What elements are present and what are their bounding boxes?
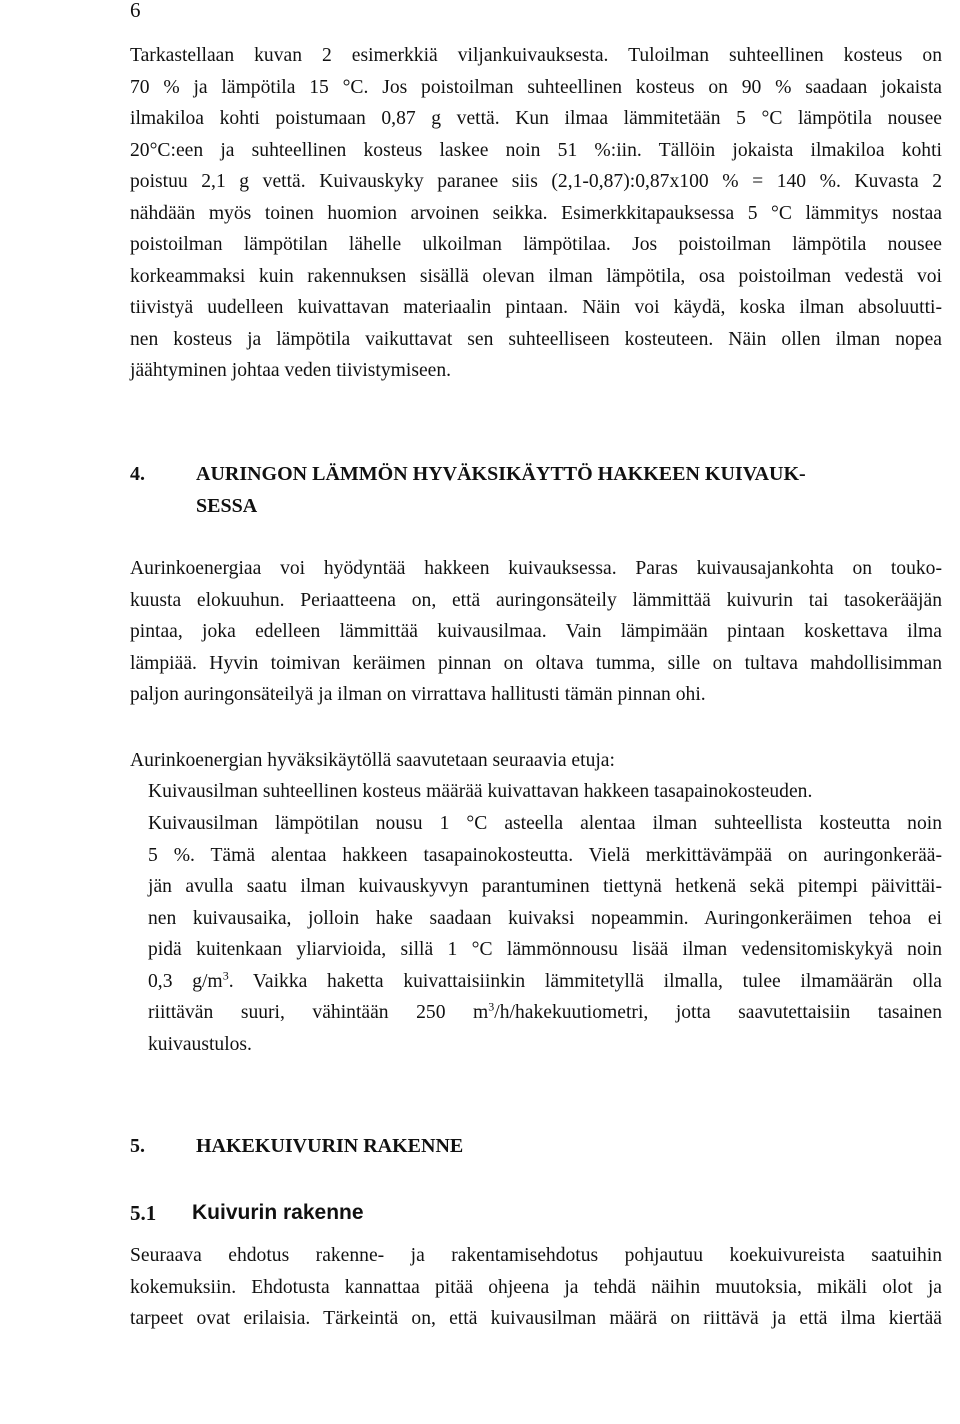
benefit-item-2 bbox=[148, 808, 942, 1060]
text-fragment: /h/hakekuutiometri, jotta saavutettaisiin tasainen bbox=[494, 1002, 942, 1023]
text-line: poistuu 2,1 g vettä. Kuivauskyky paranee siis (2,1-0,87):0,87x100 % = 140 %. Kuvasta 2 bbox=[130, 171, 942, 192]
text-line: kuusta elokuuhun. Periaatteena on, että auringonsäteily lämmittää kuivurin tai tasokerääjän bbox=[130, 589, 942, 611]
section-number: 4. bbox=[130, 463, 145, 485]
benefit-item-1 bbox=[148, 776, 942, 808]
section-number: 5. bbox=[130, 1135, 145, 1157]
text-line bbox=[148, 997, 942, 1029]
paragraph-benefits-intro bbox=[130, 745, 942, 777]
text-line: Kuivausilman suhteellinen kosteus määrää kuivattavan hakkeen tasapainokosteuden. bbox=[148, 781, 813, 802]
text-line: poistoilman lämpötilan lähelle ulkoilman lämpötilaa. Jos poistoilman lämpötila nousee bbox=[130, 234, 942, 255]
text-line: jäähtyminen johtaa veden tiivistymiseen. bbox=[130, 360, 452, 381]
text-fragment: riittävän suuri, vähintään 250 m bbox=[148, 1002, 489, 1023]
page-number: 6 bbox=[130, 0, 141, 22]
text-line: ilmakiloa kohti poistumaan 0,87 g vettä. Kun ilmaa lämmitetään 5 °C lämpötila nousee bbox=[130, 108, 942, 129]
section-heading-5 bbox=[130, 1130, 942, 1162]
text-line: 5 %. Tämä alentaa hakkeen tasapainokosteutta. Vielä merkittävämpää on auringonkerää- bbox=[148, 844, 942, 866]
text-line: Tarkastellaan kuvan 2 esimerkkiä viljankuivauksesta. Tuloilman suhteellinen kosteus on bbox=[130, 45, 942, 66]
text-line: 20°C:een ja suhteellinen kosteus laskee noin 51 %:iin. Tällöin jokaista ilmakiloa kohti bbox=[130, 139, 942, 161]
section-title bbox=[196, 458, 956, 522]
subsection-title: Kuivurin rakenne bbox=[192, 1201, 364, 1224]
text-line: Aurinkoenergiaa voi hyödyntää hakkeen kuivauksessa. Paras kuivausajankohta on touko- bbox=[130, 558, 942, 579]
text-line bbox=[148, 966, 942, 998]
subsection-heading-5-1 bbox=[130, 1198, 942, 1228]
text-line: tarpeet ovat erilaisia. Tärkeintä on, että kuivausilman määrä on riittävä ja että ilma kiertää bbox=[130, 1308, 942, 1329]
text-line: nen kosteus ja lämpötila vaikuttavat sen suhteelliseen kosteuteen. Näin ollen ilman nopea bbox=[130, 328, 942, 350]
section-title-line: SESSA bbox=[196, 495, 258, 517]
text-line: kokemuksiin. Ehdotusta kannattaa pitää ohjeena ja tehdä näihin muutoksia, mikäli olot ja bbox=[130, 1276, 942, 1298]
text-line: kuivaustulos. bbox=[148, 1033, 252, 1055]
superscript: 3 bbox=[222, 967, 229, 982]
text-line: Aurinkoenergian hyväksikäytöllä saavutetaan seuraavia etuja: bbox=[130, 750, 615, 771]
text-line: Seuraava ehdotus rakenne- ja rakentamisehdotus pohjautuu koekuivureista saatuihin bbox=[130, 1245, 942, 1266]
text-fragment: 0,3 g/m bbox=[148, 970, 223, 992]
subsection-number: 5.1 bbox=[130, 1201, 157, 1225]
text-line: pidä kuitenkaan yliarvioida, sillä 1 °C lämmönnousu lisää ilman vedensitomiskykyä noin bbox=[148, 939, 942, 960]
text-line: paljon auringonsäteilyä ja ilman on virrattava hallitusti tämän pinnan ohi. bbox=[130, 684, 706, 705]
paragraph-dryer-structure bbox=[130, 1240, 942, 1335]
text-line: jän avulla saatu ilman kuivauskyvyn parantuminen tiettynä hetkenä sekä pitempi päivittäi- bbox=[148, 876, 942, 897]
paragraph-grain-drying-example bbox=[130, 40, 942, 387]
superscript: 3 bbox=[488, 999, 495, 1014]
section-title: HAKEKUIVURIN RAKENNE bbox=[196, 1135, 464, 1157]
text-line: korkeammaksi kuin rakennuksen sisällä olevan ilman lämpötila, osa poistoilman vedestä voi bbox=[130, 265, 942, 287]
section-title-line: AURINGON LÄMMÖN HYVÄKSIKÄYTTÖ HAKKEEN KUIVAUK- bbox=[196, 463, 806, 485]
text-line: pintaa, joka edelleen lämmittää kuivausilmaa. Vain lämpimään pintaan koskettava ilma bbox=[130, 621, 942, 642]
text-line: 70 % ja lämpötila 15 °C. Jos poistoilman suhteellinen kosteus on 90 % saadaan jokaista bbox=[130, 76, 942, 98]
section-heading-4 bbox=[130, 458, 942, 522]
paragraph-solar-energy bbox=[130, 553, 942, 711]
text-line: nen kuivausaika, jolloin hake saadaan kuivaksi nopeammin. Auringonkeräimen tehoa ei bbox=[148, 907, 942, 929]
text-line: lämpiää. Hyvin toimivan keräimen pinnan on oltava tumma, sille on tultava mahdollisimman bbox=[130, 652, 942, 674]
text-line: nähdään myös toinen huomion arvoinen seikka. Esimerkkitapauksessa 5 °C lämmitys nostaa bbox=[130, 202, 942, 224]
text-line: Kuivausilman lämpötilan nousu 1 °C asteella alentaa ilman suhteellista kosteutta noin bbox=[148, 813, 942, 834]
text-line: tiivistyä uudelleen kuivattavan materiaalin pintaan. Näin voi käydä, koska ilman absoluutti- bbox=[130, 297, 942, 318]
text-fragment: . Vaikka haketta kuivattaisiinkin lämmitetyllä ilmalla, tulee ilmamäärän olla bbox=[228, 970, 942, 992]
